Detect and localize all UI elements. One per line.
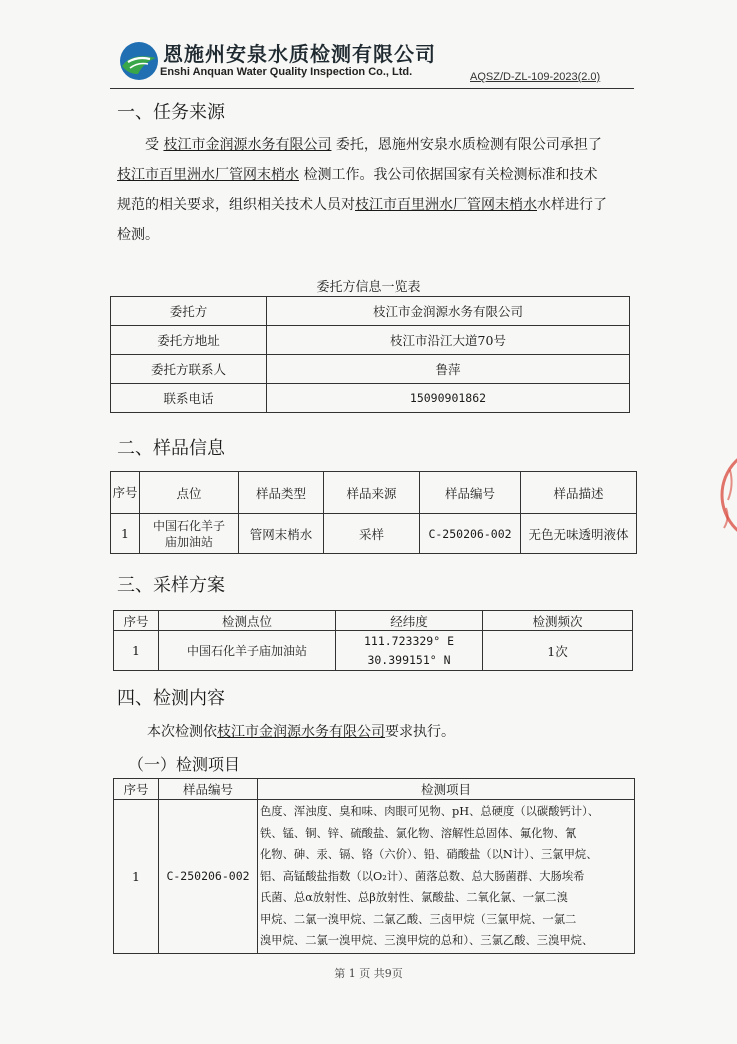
header-cell: 序号 bbox=[114, 779, 159, 800]
text: 规范的相关要求，组织相关技术人员对 bbox=[117, 197, 355, 213]
section-sample-info-title: 二、样品信息 bbox=[117, 438, 225, 459]
company-logo-icon bbox=[118, 40, 160, 82]
table-header-row bbox=[111, 472, 637, 514]
table-row bbox=[111, 355, 630, 384]
text: 要求执行。 bbox=[385, 724, 455, 740]
text: 本次检测依 bbox=[147, 724, 217, 740]
cell: 中国石化羊子庙加油站 bbox=[159, 631, 336, 671]
sample-info-table bbox=[110, 471, 637, 554]
header-cell: 检测项目 bbox=[258, 779, 635, 800]
header-cell: 样品类型 bbox=[239, 472, 324, 514]
header-cell: 样品来源 bbox=[324, 472, 420, 514]
header-cell: 样品描述 bbox=[521, 472, 637, 514]
section-test-content-title: 四、检测内容 bbox=[117, 688, 225, 709]
cell: 1 bbox=[111, 514, 140, 554]
red-seal-stamp-icon bbox=[700, 440, 737, 550]
client-name: 枝江市金润源水务有限公司 bbox=[163, 137, 332, 153]
table-header-row bbox=[114, 779, 635, 800]
test-items-line: 色度、浑浊度、臭和味、肉眼可见物、pH、总硬度（以碳酸钙计）、 bbox=[260, 805, 600, 818]
text: 水样进行了 bbox=[537, 197, 607, 213]
company-name-en: Enshi Anquan Water Quality Inspection Co., Ltd. bbox=[160, 66, 413, 78]
cell-value: 15090901862 bbox=[267, 384, 630, 413]
test-items-table bbox=[113, 778, 635, 954]
client-info-table bbox=[110, 296, 630, 413]
cell: C-250206-002 bbox=[420, 514, 521, 554]
longitude: 111.723329° E bbox=[363, 633, 454, 648]
section-sampling-plan-title: 三、采样方案 bbox=[117, 575, 225, 596]
cell-value: 鲁萍 bbox=[267, 355, 630, 384]
subsection-test-items-title: （一）检测项目 bbox=[128, 755, 241, 774]
cell-value: 枝江市金润源水务有限公司 bbox=[267, 297, 630, 326]
cell-value: 枝江市沿江大道70号 bbox=[267, 326, 630, 355]
client-name: 枝江市金润源水务有限公司 bbox=[217, 724, 385, 740]
table-row bbox=[111, 297, 630, 326]
section-task-source-title: 一、任务来源 bbox=[117, 102, 225, 123]
header-cell: 经纬度 bbox=[336, 611, 483, 631]
header-cell: 样品编号 bbox=[420, 472, 521, 514]
sampling-plan-table bbox=[113, 610, 633, 671]
cell: C-250206-002 bbox=[159, 800, 258, 954]
test-items-line: 溴甲烷、二氯一溴甲烷、三溴甲烷的总和）、三氯乙酸、三溴甲烷、 bbox=[260, 934, 594, 947]
project-name: 枝江市百里洲水厂管网末梢水 bbox=[117, 167, 299, 183]
test-items-line: 铁、锰、铜、锌、硫酸盐、氯化物、溶解性总固体、氟化物、氰 bbox=[260, 826, 577, 840]
coordinates-cell bbox=[336, 631, 483, 671]
text: 检测。 bbox=[117, 227, 159, 243]
test-items-line: 氏菌、总α放射性、总β放射性、氯酸盐、二氧化氯、一氯二溴 bbox=[260, 891, 568, 904]
header-divider bbox=[110, 88, 634, 89]
cell-label: 联系电话 bbox=[111, 384, 267, 413]
test-items-line: 甲烷、二氯一溴甲烷、二氯乙酸、三卤甲烷（三氯甲烷、一氯二 bbox=[260, 912, 577, 926]
cell: 中国石化羊子庙加油站 bbox=[140, 514, 239, 554]
cell: 1次 bbox=[483, 631, 633, 671]
cell-label: 委托方地址 bbox=[111, 326, 267, 355]
text: 受 bbox=[145, 137, 159, 153]
table-row bbox=[114, 800, 635, 954]
header-cell: 样品编号 bbox=[159, 779, 258, 800]
cell: 1 bbox=[114, 631, 159, 671]
page-number: 第 1 页 共9页 bbox=[334, 967, 403, 980]
header-cell: 点位 bbox=[140, 472, 239, 514]
latitude: 30.399151° N bbox=[367, 652, 451, 667]
task-source-paragraph bbox=[117, 130, 637, 250]
document-number: AQSZ/D-ZL-109-2023(2.0) bbox=[470, 71, 601, 83]
table-row bbox=[111, 384, 630, 413]
test-basis-paragraph bbox=[147, 717, 455, 747]
table-row bbox=[111, 514, 637, 554]
header-cell: 检测频次 bbox=[483, 611, 633, 631]
table-row bbox=[111, 326, 630, 355]
text: 委托，恩施州安泉水质检测有限公司承担了 bbox=[335, 137, 602, 153]
cell: 采样 bbox=[324, 514, 420, 554]
header-cell: 检测点位 bbox=[159, 611, 336, 631]
project-name: 枝江市百里洲水厂管网末梢水 bbox=[355, 197, 537, 213]
text: 检测工作。我公司依据国家有关检测标准和技术 bbox=[303, 167, 598, 183]
cell: 无色无味透明液体 bbox=[521, 514, 637, 554]
test-items-line: 铝、高锰酸盐指数（以O₂计）、菌落总数、总大肠菌群、大肠埃希 bbox=[260, 869, 585, 883]
company-name-cn: 恩施州安泉水质检测有限公司 bbox=[163, 42, 436, 66]
table-row bbox=[114, 631, 633, 671]
test-items-line: 化物、砷、汞、镉、铬（六价）、铅、硝酸盐（以N计）、三氯甲烷、 bbox=[260, 848, 598, 861]
cell-label: 委托方联系人 bbox=[111, 355, 267, 384]
header-cell: 序号 bbox=[114, 611, 159, 631]
header-cell: 序号 bbox=[111, 472, 140, 514]
client-table-caption: 委托方信息一览表 bbox=[316, 280, 421, 295]
cell-label: 委托方 bbox=[111, 297, 267, 326]
test-items-cell bbox=[258, 800, 635, 954]
table-header-row bbox=[114, 611, 633, 631]
cell: 1 bbox=[114, 800, 159, 954]
cell: 管网末梢水 bbox=[239, 514, 324, 554]
